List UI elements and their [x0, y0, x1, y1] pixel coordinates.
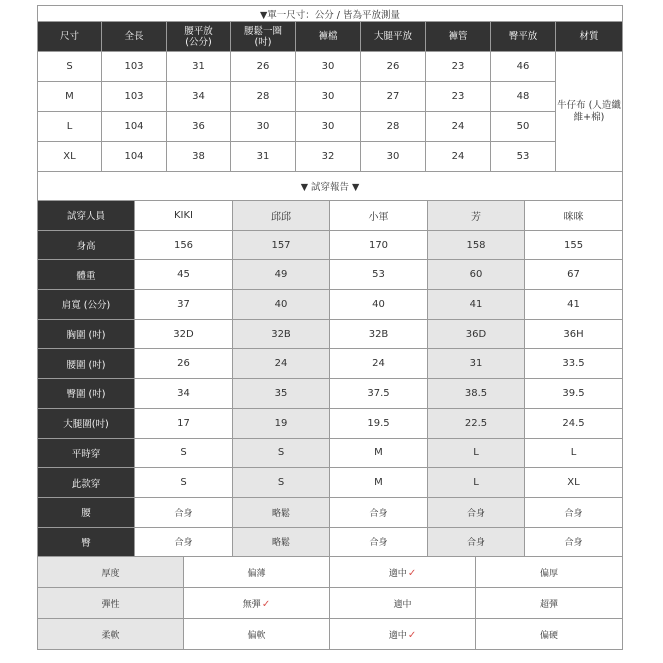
report-value-cell: 37.5 — [330, 379, 428, 409]
report-row-label: 身高 — [38, 230, 135, 260]
fabric-option-cell — [330, 588, 476, 619]
report-row-label: 此款穿 — [38, 468, 135, 498]
size-value-cell: 48 — [491, 82, 556, 112]
size-value-cell: 30 — [296, 52, 361, 82]
report-value-cell: 合身 — [525, 527, 623, 557]
report-value-cell: 合身 — [135, 527, 233, 557]
material-cell: 牛仔布 (人造纖維+棉) — [556, 52, 623, 172]
report-row-label: 腰圍 (吋) — [38, 349, 135, 379]
size-header-cell: 腰平放 (公分) — [167, 22, 231, 52]
report-value-cell: S — [135, 438, 233, 468]
fitting-report-title: ▼ 試穿報告 ▼ — [38, 172, 623, 201]
report-row — [38, 379, 623, 409]
size-chart-container — [37, 5, 622, 650]
checkmark-icon: ✓ — [261, 598, 271, 610]
report-row — [38, 468, 623, 498]
fabric-option-cell — [330, 557, 476, 588]
size-header-cell: 全長 — [102, 22, 167, 52]
size-value-cell: 34 — [167, 82, 231, 112]
size-header-cell: 大腿平放 — [361, 22, 426, 52]
report-value-cell: L — [428, 468, 525, 498]
size-row — [38, 82, 623, 112]
size-value-cell: 30 — [361, 142, 426, 172]
report-value-cell: S — [233, 438, 330, 468]
size-header-cell: 腰鬆一圈 (吋) — [231, 22, 296, 52]
report-row — [38, 408, 623, 438]
size-value-cell: 30 — [296, 112, 361, 142]
fabric-row — [38, 619, 623, 650]
report-person-name: 邱邱 — [233, 201, 330, 231]
size-table-header-row — [38, 22, 623, 52]
report-value-cell: 39.5 — [525, 379, 623, 409]
fabric-option-cell — [476, 619, 623, 650]
report-value-cell: 67 — [525, 260, 623, 290]
fabric-option-text: 偏厚 — [539, 568, 558, 579]
report-value-cell: 35 — [233, 379, 330, 409]
report-row-label: 體重 — [38, 260, 135, 290]
size-value-cell: 104 — [102, 112, 167, 142]
report-value-cell: 33.5 — [525, 349, 623, 379]
report-row — [38, 438, 623, 468]
report-row-label: 臀圍 (吋) — [38, 379, 135, 409]
size-value-cell: 104 — [102, 142, 167, 172]
report-row — [38, 230, 623, 260]
report-row — [38, 260, 623, 290]
fabric-option-cell — [184, 557, 330, 588]
fabric-feel-body — [38, 557, 623, 650]
report-person-name: 咪咪 — [525, 201, 623, 231]
report-value-cell: 合身 — [428, 527, 525, 557]
report-row-label: 腰 — [38, 497, 135, 527]
fabric-option-cell — [476, 588, 623, 619]
fabric-option-text: 適中 — [393, 599, 412, 610]
report-value-cell: 17 — [135, 408, 233, 438]
report-person-name: 芳 — [428, 201, 525, 231]
report-person-name: KIKI — [135, 201, 233, 231]
size-value-cell: 38 — [167, 142, 231, 172]
size-value-cell: 36 — [167, 112, 231, 142]
size-row — [38, 112, 623, 142]
report-value-cell: 40 — [330, 290, 428, 320]
size-value-cell: 103 — [102, 82, 167, 112]
fabric-option-text: 無彈 — [242, 599, 261, 610]
report-row — [38, 319, 623, 349]
report-value-cell: 合身 — [135, 497, 233, 527]
size-header-cell: 褲管 — [426, 22, 491, 52]
report-row — [38, 527, 623, 557]
fabric-option-cell — [184, 619, 330, 650]
report-value-cell: 45 — [135, 260, 233, 290]
report-value-cell: 合身 — [330, 527, 428, 557]
report-value-cell: 34 — [135, 379, 233, 409]
report-value-cell: 合身 — [330, 497, 428, 527]
report-row-label: 胸圍 (吋) — [38, 319, 135, 349]
size-label-cell: L — [38, 112, 102, 142]
report-row — [38, 497, 623, 527]
report-value-cell: 170 — [330, 230, 428, 260]
fabric-option-text: 適中 — [388, 568, 407, 579]
report-value-cell: 41 — [428, 290, 525, 320]
size-table-banner: ▼單一尺寸：公分 / 皆為平放測量 — [38, 6, 623, 22]
report-row-label: 臀 — [38, 527, 135, 557]
size-label-cell: S — [38, 52, 102, 82]
size-value-cell: 26 — [231, 52, 296, 82]
size-header-cell: 材質 — [556, 22, 623, 52]
fabric-option-text: 偏軟 — [247, 630, 266, 641]
size-value-cell: 53 — [491, 142, 556, 172]
size-value-cell: 46 — [491, 52, 556, 82]
fabric-option-text: 超彈 — [539, 599, 558, 610]
report-value-cell: 24.5 — [525, 408, 623, 438]
report-value-cell: 155 — [525, 230, 623, 260]
size-header-cell: 臀平放 — [491, 22, 556, 52]
size-table-body — [38, 52, 623, 172]
report-value-cell: 158 — [428, 230, 525, 260]
size-value-cell: 24 — [426, 142, 491, 172]
report-value-cell: 合身 — [525, 497, 623, 527]
report-row — [38, 349, 623, 379]
report-value-cell: 156 — [135, 230, 233, 260]
report-value-cell: 157 — [233, 230, 330, 260]
report-value-cell: 24 — [330, 349, 428, 379]
report-row-label: 大腿圍(吋) — [38, 408, 135, 438]
size-header-cell: 褲檔 — [296, 22, 361, 52]
size-value-cell: 23 — [426, 82, 491, 112]
size-value-cell: 31 — [231, 142, 296, 172]
checkmark-icon: ✓ — [407, 629, 417, 641]
fitting-report-body — [38, 201, 623, 557]
size-label-cell: M — [38, 82, 102, 112]
report-value-cell: 41 — [525, 290, 623, 320]
report-row-label: 平時穿 — [38, 438, 135, 468]
fabric-option-text: 偏薄 — [247, 568, 266, 579]
report-value-cell: 32B — [233, 319, 330, 349]
report-value-cell: XL — [525, 468, 623, 498]
report-value-cell: 32D — [135, 319, 233, 349]
fitting-report-table — [37, 171, 623, 557]
report-value-cell: 53 — [330, 260, 428, 290]
size-label-cell: XL — [38, 142, 102, 172]
size-value-cell: 27 — [361, 82, 426, 112]
size-header-cell: 尺寸 — [38, 22, 102, 52]
checkmark-icon: ✓ — [407, 567, 417, 579]
size-value-cell: 24 — [426, 112, 491, 142]
report-people-row — [38, 201, 623, 231]
size-value-cell: 28 — [361, 112, 426, 142]
report-value-cell: 32B — [330, 319, 428, 349]
report-row-label: 試穿人員 — [38, 201, 135, 231]
report-value-cell: 49 — [233, 260, 330, 290]
report-value-cell: 26 — [135, 349, 233, 379]
report-value-cell: 36H — [525, 319, 623, 349]
fabric-option-cell — [476, 557, 623, 588]
fabric-row-label: 柔軟 — [38, 619, 184, 650]
fabric-option-text: 適中 — [388, 630, 407, 641]
fabric-option-cell — [184, 588, 330, 619]
report-value-cell: L — [525, 438, 623, 468]
report-value-cell: S — [233, 468, 330, 498]
size-value-cell: 103 — [102, 52, 167, 82]
report-value-cell: 略鬆 — [233, 527, 330, 557]
report-value-cell: 22.5 — [428, 408, 525, 438]
report-value-cell: 合身 — [428, 497, 525, 527]
size-table — [37, 5, 623, 172]
report-value-cell: M — [330, 438, 428, 468]
size-row — [38, 142, 623, 172]
fabric-row-label: 彈性 — [38, 588, 184, 619]
report-value-cell: 36D — [428, 319, 525, 349]
fabric-feel-table — [37, 556, 623, 650]
report-value-cell: 31 — [428, 349, 525, 379]
report-value-cell: 40 — [233, 290, 330, 320]
report-value-cell: M — [330, 468, 428, 498]
report-value-cell: 19.5 — [330, 408, 428, 438]
report-person-name: 小軍 — [330, 201, 428, 231]
size-value-cell: 32 — [296, 142, 361, 172]
report-value-cell: 24 — [233, 349, 330, 379]
report-value-cell: 37 — [135, 290, 233, 320]
size-value-cell: 50 — [491, 112, 556, 142]
size-value-cell: 31 — [167, 52, 231, 82]
report-value-cell: 60 — [428, 260, 525, 290]
size-value-cell: 28 — [231, 82, 296, 112]
size-value-cell: 26 — [361, 52, 426, 82]
size-value-cell: 30 — [296, 82, 361, 112]
report-row-label: 肩寬 (公分) — [38, 290, 135, 320]
report-value-cell: L — [428, 438, 525, 468]
fabric-row-label: 厚度 — [38, 557, 184, 588]
size-value-cell: 30 — [231, 112, 296, 142]
report-value-cell: 略鬆 — [233, 497, 330, 527]
size-row — [38, 52, 623, 82]
size-value-cell: 23 — [426, 52, 491, 82]
report-row — [38, 290, 623, 320]
fabric-row — [38, 588, 623, 619]
report-value-cell: 19 — [233, 408, 330, 438]
fabric-option-cell — [330, 619, 476, 650]
fabric-option-text: 偏硬 — [539, 630, 558, 641]
fabric-row — [38, 557, 623, 588]
report-value-cell: 38.5 — [428, 379, 525, 409]
report-value-cell: S — [135, 468, 233, 498]
